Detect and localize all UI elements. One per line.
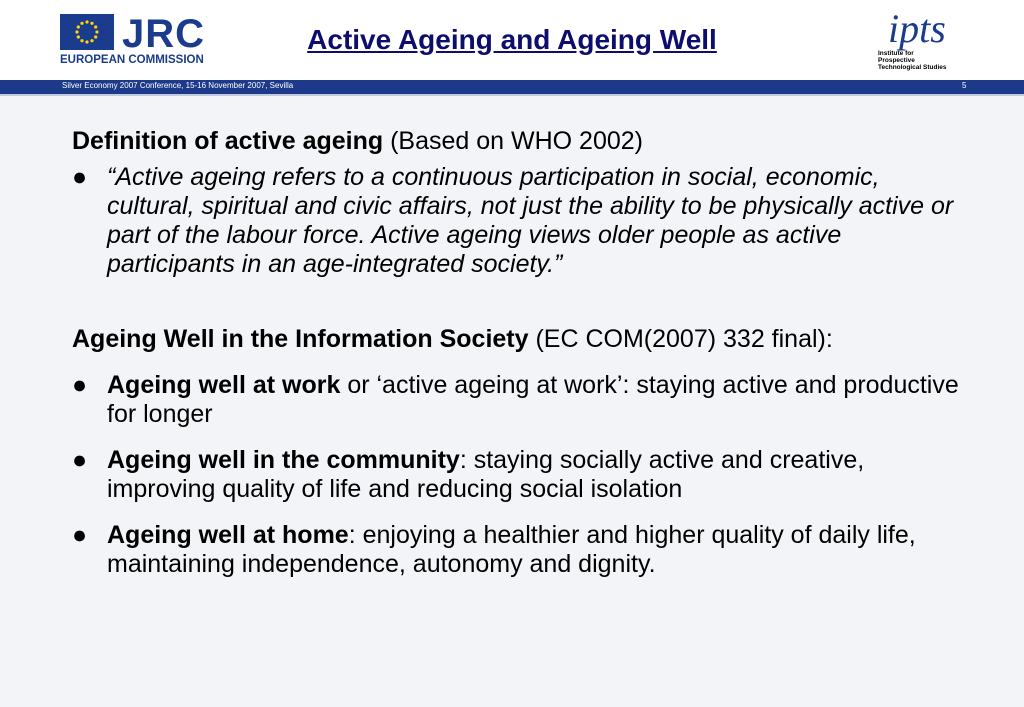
european-commission-label: EUROPEAN COMMISSION: [60, 54, 204, 66]
list-item: [72, 446, 972, 504]
ipts-logo-mark: [878, 4, 976, 52]
bullet-dot-icon: ●: [72, 446, 88, 474]
bullet-dot-icon: ●: [72, 163, 88, 191]
heading-rest: (Based on WHO 2002): [383, 127, 643, 155]
list-item-rest: : staying socially active and creative, improving quality of life and reducing social isolation: [107, 446, 865, 503]
section-heading-definition: [72, 127, 972, 156]
slide-title: Active Ageing and Ageing Well: [307, 24, 717, 55]
band-divider: [0, 94, 1024, 96]
bullet-dot-icon: ●: [72, 371, 88, 399]
ipts-logo: [878, 4, 976, 76]
list-item-bold: Ageing well in the community: [107, 446, 460, 474]
list-item: [72, 371, 972, 429]
section-heading-ageing-well: [72, 325, 972, 354]
list-item-rest: : enjoying a healthier and higher quality of daily life, maintaining independence, autonomy and dignity.: [107, 521, 916, 578]
page-number: 5: [962, 81, 967, 90]
who-quote: “Active ageing refers to a continuous participation in social, economic, cultural, spiritual and civic affairs, not just the ability to be physically active or part of the labour force. Active ageing views older people as active participants in an age-integrated society.”: [107, 163, 954, 278]
slide-body: [72, 127, 972, 579]
ipts-subtitle: Institute for Prospective Technological Studies: [878, 50, 947, 71]
heading-bold: Definition of active ageing: [72, 127, 384, 155]
list-item-bold: Ageing well at work: [107, 371, 341, 399]
heading-bold: Ageing Well in the Information Society: [72, 325, 529, 353]
list-item-bold: Ageing well at home: [107, 521, 349, 549]
bullet-dot-icon: ●: [72, 521, 88, 549]
list-item-rest: or ‘active ageing at work’: staying active and productive for longer: [107, 371, 959, 428]
ipts-logo-text: ipts: [888, 6, 946, 51]
jrc-logo-text: JRC: [122, 12, 206, 56]
conference-label: Silver Economy 2007 Conference, 15-16 November 2007, Sevilla: [62, 81, 294, 90]
slide-header: [0, 0, 1024, 80]
heading-rest: (EC COM(2007) 332 final):: [528, 325, 833, 353]
quote-bullet: [72, 163, 972, 279]
list-item: [72, 521, 972, 579]
